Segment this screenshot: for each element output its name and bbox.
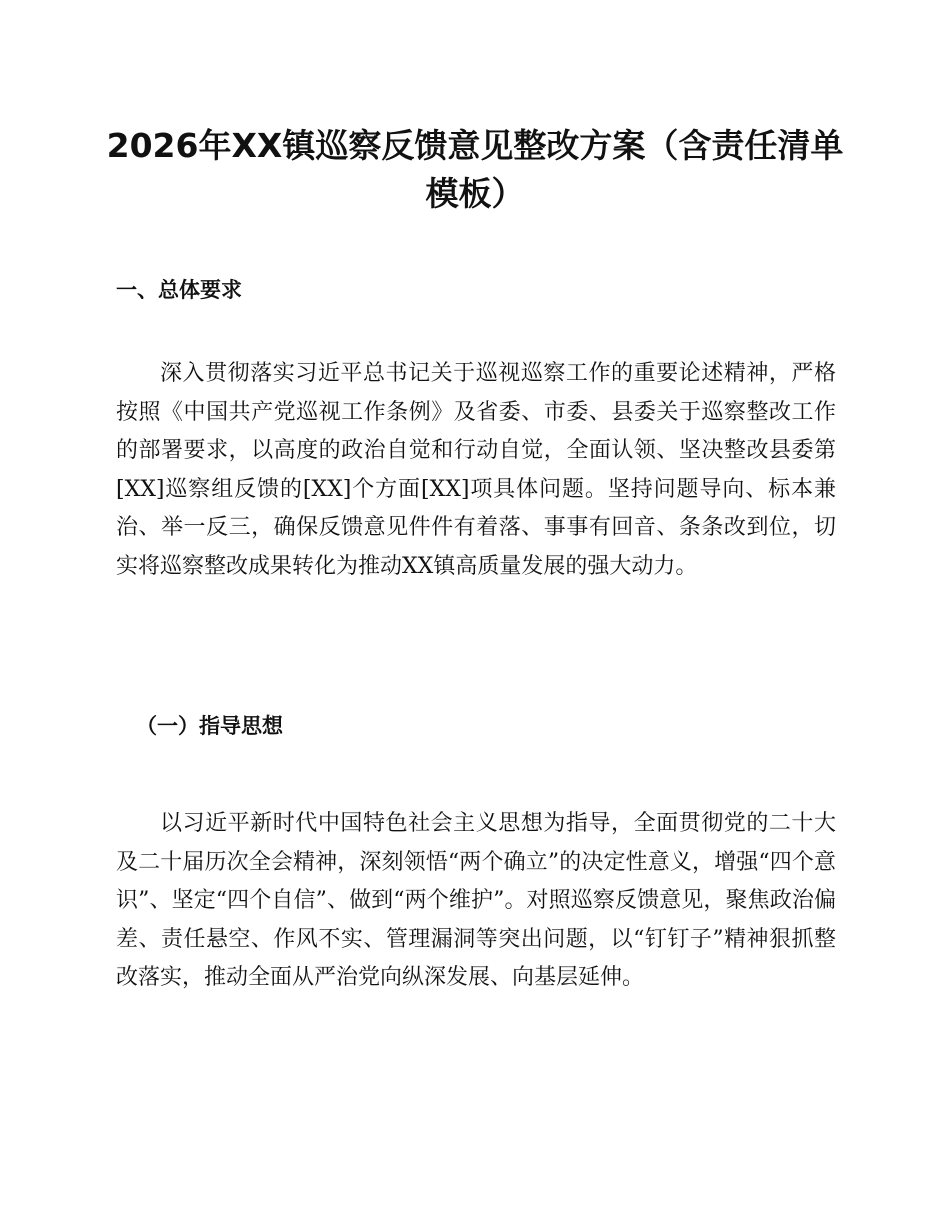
paragraph-general-requirements: 深入贯彻落实习近平总书记关于巡视巡察工作的重要论述精神，严格按照《中国共产党巡视工作条例》及省委、市委、县委关于巡察整改工作的部署要求，以高度的政治自觉和行动自觉，全面认领、坚决整改县委第[XX]巡察组反馈的[XX]个方面[XX]项具体问题。坚持问题导向、标本兼治、举一反三，确保反馈意见件件有着落、事事有回音、条条改到位，切实将巡察整改成果转化为推动XX镇高质量发展的强大动力。 (116, 361, 836, 579)
document-title: 2026年XX镇巡察反馈意见整改方案（含责任清单模板） (106, 126, 844, 213)
section-heading-general-requirements: 一、总体要求 (116, 278, 242, 302)
subheading-guiding-ideology: （一）指导思想 (136, 714, 283, 738)
paragraph-guiding-ideology: 以习近平新时代中国特色社会主义思想为指导，全面贯彻党的二十大及二十届历次全会精神，深刻领悟“两个确立”的决定性意义，增强“四个意识”、坚定“四个自信”、做到“两个维护”。对照巡察反馈意见，聚焦政治偏差、责任悬空、作风不实、管理漏洞等突出问题，以“钉钉子”精神狠抓整改落实，推动全面从严治党向纵深发展、向基层延伸。 (116, 811, 836, 990)
